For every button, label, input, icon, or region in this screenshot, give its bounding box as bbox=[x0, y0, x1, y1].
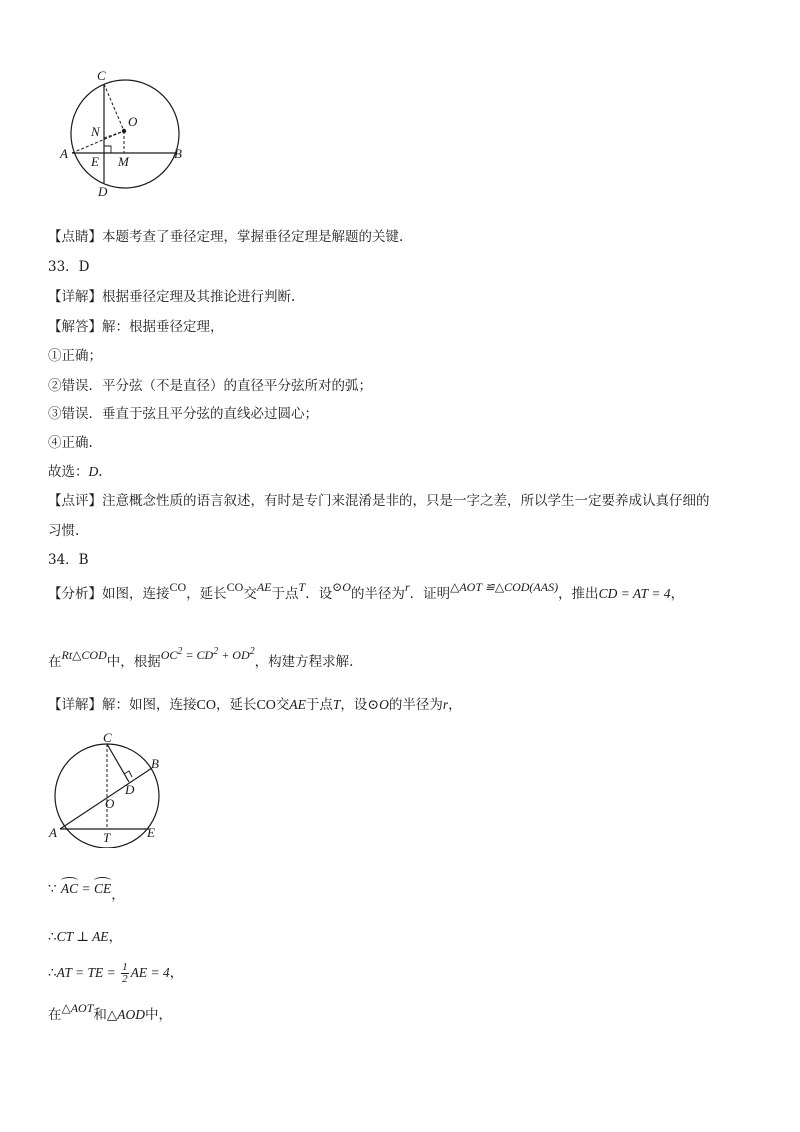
math-ae: AE bbox=[289, 697, 306, 712]
figure-circle-aoe bbox=[45, 728, 175, 848]
comment-1: 【点睛】本题考查了垂径定理，掌握垂径定理是解题的关键. bbox=[48, 229, 404, 245]
math-r: r bbox=[442, 697, 449, 712]
math-ae: AE bbox=[256, 580, 272, 594]
figure-circle-chord bbox=[55, 60, 195, 200]
math-co: CO bbox=[256, 698, 276, 713]
text: 和 bbox=[93, 1007, 107, 1023]
math-arc-equation bbox=[61, 881, 111, 896]
math-o: O bbox=[342, 580, 351, 594]
text: 中，根据 bbox=[106, 654, 161, 670]
math-triangle-aod: △AOD bbox=[106, 1007, 146, 1022]
center-dot bbox=[122, 129, 126, 133]
text: ， bbox=[670, 586, 685, 602]
label-e: E bbox=[91, 154, 99, 169]
choice-prefix: 故选： bbox=[48, 464, 89, 480]
circle-symbol: ⊙ bbox=[367, 698, 380, 713]
label-e: E bbox=[147, 825, 155, 840]
q33-detail: 【详解】根据垂径定理及其推论进行判断. bbox=[48, 289, 296, 305]
text: 【详解】解：如图，连接 bbox=[48, 697, 197, 713]
label-d: D bbox=[125, 782, 135, 797]
text: 于点 bbox=[305, 697, 333, 713]
text: 于点 bbox=[271, 586, 299, 602]
math-co: CO bbox=[226, 580, 244, 594]
q34-answer: 34．B bbox=[48, 552, 89, 568]
label-b: B bbox=[174, 146, 182, 161]
q33-choice bbox=[48, 463, 103, 481]
text: ，推出 bbox=[558, 586, 599, 602]
text: ．证明 bbox=[409, 586, 451, 602]
q33-item-1: ①正确； bbox=[48, 348, 102, 364]
equals: = bbox=[78, 881, 95, 896]
label-d: D bbox=[98, 184, 108, 199]
math-cd: = CD bbox=[182, 648, 214, 662]
arc-ce: CE bbox=[94, 881, 112, 896]
label-t: T bbox=[103, 830, 111, 845]
comma: ， bbox=[108, 929, 123, 945]
math-o: O bbox=[379, 697, 389, 712]
text: 中， bbox=[145, 1007, 173, 1023]
arc-ac: AC bbox=[60, 881, 79, 896]
math-equation: CD = AT = 4 bbox=[598, 586, 671, 601]
label-a: A bbox=[60, 146, 68, 161]
label-a: A bbox=[49, 825, 57, 840]
label-b: B bbox=[151, 756, 159, 771]
math-t: T bbox=[298, 580, 306, 594]
q34-analysis-line-1 bbox=[48, 580, 685, 603]
q34-step-1 bbox=[48, 880, 125, 903]
comma: ， bbox=[169, 965, 184, 981]
therefore-symbol: ∴ bbox=[48, 965, 57, 981]
segment-no bbox=[104, 131, 124, 138]
math-pythagoras bbox=[161, 648, 255, 662]
q33-answer: 33．D bbox=[48, 259, 90, 275]
label-m: M bbox=[118, 154, 129, 169]
math-lhs: AT = TE = bbox=[56, 965, 120, 980]
text: 的半径为 bbox=[350, 586, 405, 602]
math-triangle-aot: △AOT bbox=[61, 1001, 94, 1015]
label-o: O bbox=[128, 114, 138, 129]
q34-step-4 bbox=[48, 1001, 173, 1024]
label-c: C bbox=[97, 68, 106, 83]
choice-suffix: . bbox=[98, 464, 103, 480]
numerator: 1 bbox=[122, 961, 128, 973]
text: 在 bbox=[48, 654, 62, 670]
math-rhs: AE = 4 bbox=[130, 965, 170, 980]
q34-detail-line bbox=[48, 696, 462, 715]
math-t: T bbox=[332, 697, 341, 712]
math-rt-cod: Rt△COD bbox=[61, 648, 107, 662]
text: ，延长 bbox=[215, 697, 257, 713]
right-angle-mark bbox=[104, 146, 111, 153]
q33-item-4: ④正确. bbox=[48, 435, 93, 451]
text: ，延长 bbox=[186, 586, 227, 602]
q34-step-3 bbox=[48, 962, 183, 985]
q34-step-2 bbox=[48, 928, 122, 946]
q33-item-3: ③错误．垂直于弦且平分弦的直线必过圆心； bbox=[48, 406, 318, 422]
because-symbol: ∵ bbox=[48, 881, 57, 897]
denominator: 2 bbox=[122, 973, 128, 985]
exponent: 2 bbox=[213, 646, 219, 657]
text: 交 bbox=[275, 697, 290, 713]
label-o: O bbox=[105, 796, 115, 811]
text: ，构建方程求解. bbox=[254, 654, 354, 670]
text: 的半径为 bbox=[388, 697, 443, 713]
exponent: 2 bbox=[177, 646, 183, 657]
q34-analysis-line-2 bbox=[48, 646, 354, 671]
text: ，设 bbox=[340, 697, 368, 713]
label-n: N bbox=[91, 124, 100, 139]
text: 交 bbox=[243, 586, 257, 602]
fraction-half bbox=[121, 962, 129, 985]
choice-letter: D bbox=[88, 464, 99, 479]
math-oc: OC bbox=[160, 648, 178, 662]
circle-outline bbox=[71, 80, 179, 188]
q33-review-line-1: 【点评】注意概念性质的语言叙述，有时是专门来混淆是非的，只是一字之差，所以学生一定要养成认真仔细的 bbox=[48, 493, 710, 509]
math-r: r bbox=[404, 580, 410, 594]
math-co: CO bbox=[169, 580, 187, 594]
text: 【分析】如图，连接 bbox=[48, 586, 170, 602]
math-congruence: △AOT ≌△COD(AAS) bbox=[450, 580, 559, 594]
math-perpendicular: CT ⊥ AE bbox=[56, 929, 109, 944]
math-co: CO bbox=[196, 698, 216, 713]
text: 在 bbox=[48, 1007, 62, 1023]
therefore-symbol: ∴ bbox=[48, 929, 57, 945]
math-od: + OD bbox=[218, 648, 250, 662]
q33-review-line-2: 习惯. bbox=[48, 523, 80, 539]
q33-solution: 【解答】解：根据垂径定理， bbox=[48, 319, 224, 335]
text: ， bbox=[448, 697, 462, 713]
q33-item-2: ②错误．平分弦（不是直径）的直径平分弦所对的弧； bbox=[48, 378, 372, 394]
segment-cd bbox=[107, 744, 129, 782]
label-c: C bbox=[103, 730, 112, 745]
comma: ， bbox=[111, 887, 125, 903]
segment-co bbox=[104, 84, 124, 131]
exponent: 2 bbox=[249, 646, 255, 657]
text: ．设 bbox=[305, 586, 333, 602]
circle-symbol: ⊙ bbox=[332, 580, 343, 594]
